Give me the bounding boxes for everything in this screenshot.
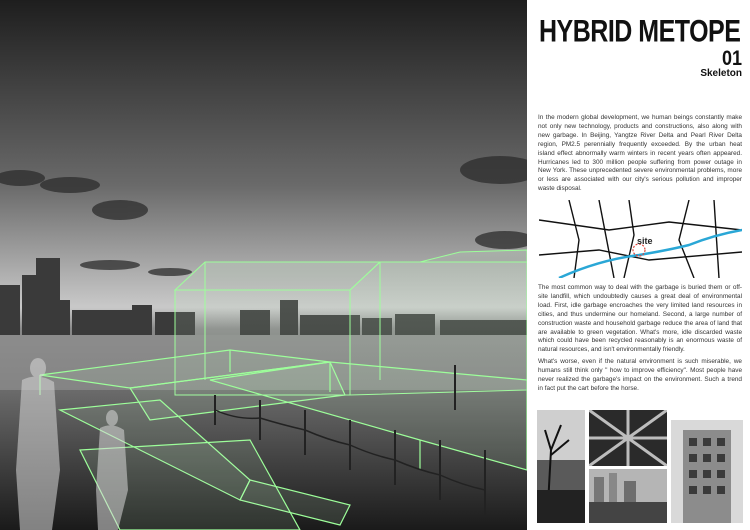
sheet-subtitle: Skeleton: [700, 68, 742, 79]
photo-tree-silhouette: [537, 410, 585, 523]
poster-title: HYBRID METOPE: [539, 14, 741, 49]
photo-building: [671, 420, 743, 523]
site-map: [539, 200, 742, 278]
intro-paragraph: In the modern global development, we human beings constantly make not only new technology, products and constructions, also along with new garbage. In Beijing, Yangtze River Delta and Pearl River Delta region, PM2.5 perennially frequently exceeded. By the urban heat island effect abnormally warm winters in recent years often appeared. Hurricanes led to 300 million people suffering from power outage in New York. These unprecedented severe environmental problems, more or less are associated with our city's serious pollution and improper waste disposal.: [538, 114, 742, 193]
body-paragraph-2: The most common way to deal with the garbage is buried them or off-site landfill, which undoubtedly causes a great deal of environmental load. First, idle garbage encroaches the very limited land resources in cities, and thus undermine our homeland. Second, a large number of construction waste and household garbage reduce the area of land that are available to green vegetation. What's more, idle discarded waste which could have been recycled reasonably is an enormous waste of natural resources, and isn't environmentally friendly.: [538, 284, 742, 354]
sheet-number: 01: [721, 46, 742, 70]
photo-city-waste: [589, 469, 667, 523]
text-panel: [527, 0, 750, 530]
site-label: site: [637, 236, 653, 246]
body-paragraph-3: What's worse, even if the natural environment is such miserable, we humans still think only " how to improve efficiency". Most people have never realized the garbage's impact on the environment. Such a trend in fact put the cart before the horse.: [538, 358, 742, 392]
photo-truss: [589, 410, 667, 466]
